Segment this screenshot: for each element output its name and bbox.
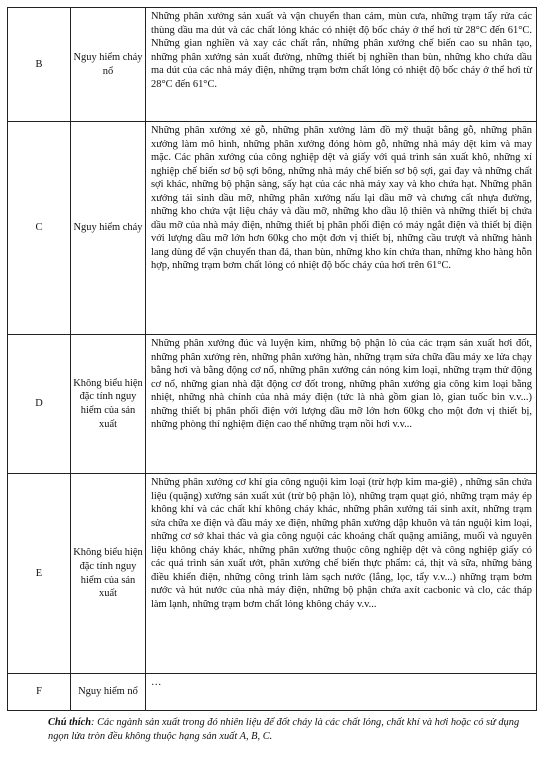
hazard-description-cell: Nguy hiểm cháy nổ — [71, 8, 146, 122]
class-code-cell: D — [8, 335, 71, 474]
table-row — [8, 122, 537, 335]
class-code-cell: F — [8, 674, 71, 711]
table-row — [8, 674, 537, 711]
example-facilities-cell: Những phân xưởng cơ khí gia công nguội kim loại (trừ hợp kim ma-giê) , những sân chứa liệu (quặng) xưởng sản xuất xút (trừ bộ phận lò), những trạm quạt gió, những trạm máy ép không khí và các chất khí không cháy khác, những phân xưởng tái sinh axít, những trạm sửa chữa xe điện và đầu máy xe điện, những phân xưởng dập khuôn và tán nguội kim loại, những cơ sở khai thác và gia công nguội các khoáng chất quặng amiăng, muối và nguyên liệu không cháy khác, những phân xưởng thuộc công nghiệp dệt và công nghiệp giấy có các quá trình sản xuất ướt, phân xưởng chế biến thực phẩm: cá, thịt và sữa, những bảng điều khiển điện, những công trình làm sạch nước (lắng, lọc, tẩy v.v...) những trạm bơm nước và hút nước của nhà máy điện, những bộ phận chứa axít cacbonic và clo, các tháp làm lạnh, những trạm bơm chất lỏng không cháy v.v... — [146, 474, 537, 674]
example-facilities-cell: … — [146, 674, 537, 711]
hazard-class-table — [7, 7, 537, 711]
footnote — [48, 716, 540, 744]
hazard-description-cell: Không biểu hiện đặc tính nguy hiểm của sản xuất — [71, 474, 146, 674]
footnote-label: Chú thích — [48, 717, 92, 728]
example-facilities-cell: Những phân xưởng đúc và luyện kim, những bộ phận lò của các trạm sản xuất hơi đốt, những phân xưởng rèn, những phân xưởng hàn, những trạm sửa chữa đầu máy xe lửa chạy bằng hơi và bằng động cơ nổ, những phân xưởng cán nóng kim loại, những trạm thử động cơ nổ, những gian nhà đặt động cơ đốt trong, những phân xưởng gia công kim loại bằng nhiệt, những nhà chính của nhà máy điện (tức là nhà gồm gian lò, gian tuốc bin v.v...) những thiết bị phân phối điện với lượng dầu mỡ lớn hơn 60kg cho một đơn vị thiết bị, những phòng thí nghiệm điện cao thế những trạm nồi hơi v.v... — [146, 335, 537, 474]
footnote-text: : Các ngành sản xuất trong đó nhiên liệu để đốt cháy là các chất lỏng, chất khí và hơi hoặc có sử dụng ngọn lửa tròn đều không thuộc hạng sản xuất A, B, C. — [48, 717, 520, 742]
table-row — [8, 335, 537, 474]
hazard-description-cell: Không biểu hiện đặc tính nguy hiểm của sản xuất — [71, 335, 146, 474]
class-code-cell: B — [8, 8, 71, 122]
table-row — [8, 474, 537, 674]
class-code-cell: E — [8, 474, 71, 674]
example-facilities-cell: Những phân xưởng sản xuất và vận chuyển than cám, mùn cưa, những trạm tẩy rửa các thùng dầu ma dút và các chất lỏng khác có nhiệt độ bốc cháy ở thể hơi từ 28°C đến 61°C. Những gian nghiền và xay các chất rắn, những phân xưởng chế biến cao su nhân tạo, những phân xưởng sản xuất đường, những thiết bị nghiền than bùn, những kho chứa dầu ma dút của các nhà máy điện, những trạm bơm chất lỏng có nhiệt độ bốc cháy ở thể hơi từ 28°C đến 61°C. — [146, 8, 537, 122]
example-facilities-cell: Những phân xưởng xẻ gỗ, những phân xưởng làm đồ mỹ thuật bằng gỗ, những phân xưởng làm mô hình, những phân xưởng đóng hòm gỗ, những nhà máy dệt kim và may mặc. Các phân xưởng của công nghiệp dệt và giấy với quá trình sản xuất khô, những xí nghiệp chế biến sơ bộ sợi bông, những nhà máy chế biến sơ bộ sợi, gai đay và những chất sợi khác, những bộ phận sàng, sấy hạt của các nhà máy xay và kho chứa hạt. Những phân xưởng tái sinh dầu mỡ, những phân xưởng nấu lại dầu mỡ và chưng cất nhựa đường, những kho chứa vật liệu cháy và dầu mỡ, những kho dầu lộ thiên và những thiết bị chứa dầu mỡ của nhà máy điện, những thiết bị phân phối điện có máy ngắt điện và thiết bị điện với lượng dầu mỡ lớn hơn 60kg cho một đơn vị thiết bị, những cầu trượt và những hành lang dùng để vận chuyển than đá, than bùn, những kho kín chứa than, những kho hàng hỗn hợp, những trạm bơm chất lỏng có nhiệt độ bốc cháy của hơi trên 61°C. — [146, 122, 537, 335]
table-row — [8, 8, 537, 122]
class-code-cell: C — [8, 122, 71, 335]
hazard-description-cell: Nguy hiểm cháy — [71, 122, 146, 335]
hazard-description-cell: Nguy hiểm nổ — [71, 674, 146, 711]
